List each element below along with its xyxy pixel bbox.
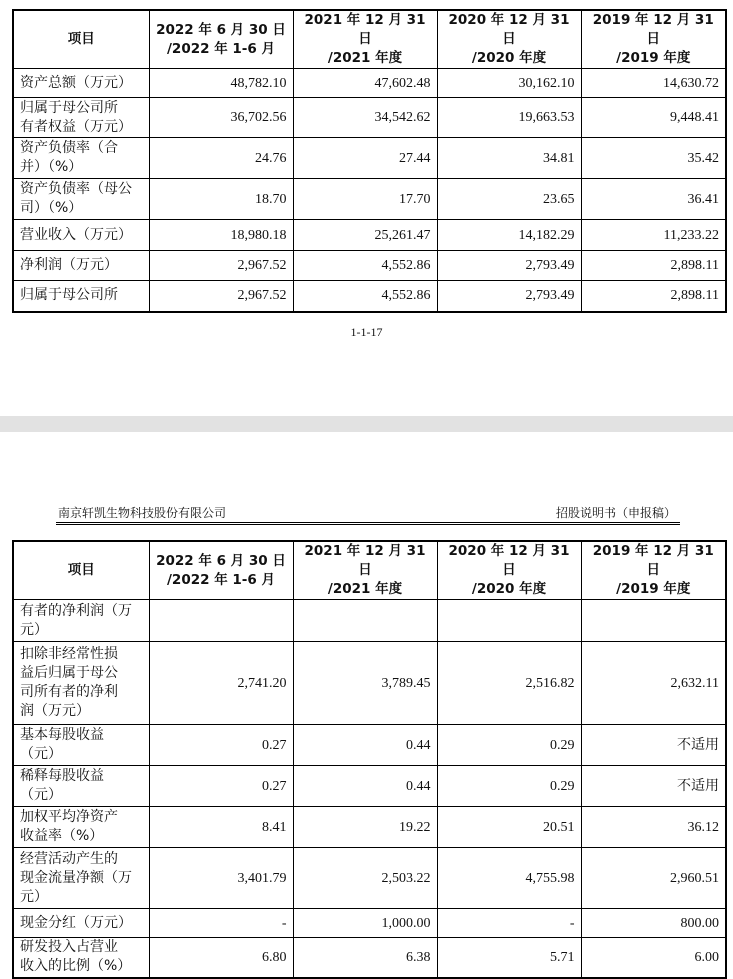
- value-cell: 2,967.52: [149, 251, 293, 281]
- table-row: [13, 848, 726, 909]
- row-label: 归属于母公司所: [13, 281, 149, 312]
- row-label: 扣除非经常性损 益后归属于母公 司所有者的净利 润（万元）: [13, 642, 149, 725]
- table-row: [13, 909, 726, 938]
- value-cell: 36.12: [581, 807, 726, 848]
- row-label: 经营活动产生的 现金流量净额（万 元）: [13, 848, 149, 909]
- value-cell: 48,782.10: [149, 69, 293, 98]
- value-cell: 18.70: [149, 179, 293, 220]
- table-row: [13, 251, 726, 281]
- table-row: [13, 642, 726, 725]
- value-cell: 4,552.86: [293, 251, 437, 281]
- header-item: 项目: [13, 541, 149, 600]
- value-cell: 2,516.82: [437, 642, 581, 725]
- row-label: 营业收入（万元）: [13, 220, 149, 251]
- header-2022h1: 2022 年 6 月 30 日 /2022 年 1-6 月: [149, 541, 293, 600]
- value-cell: [437, 600, 581, 642]
- value-cell: 9,448.41: [581, 98, 726, 138]
- value-cell: 不适用: [581, 725, 726, 766]
- value-cell: 不适用: [581, 766, 726, 807]
- value-cell: 2,503.22: [293, 848, 437, 909]
- table-row: [13, 69, 726, 98]
- running-header: [56, 504, 680, 523]
- header-2019: 2019 年 12 月 31 日 /2019 年度: [581, 10, 726, 69]
- value-cell: 14,182.29: [437, 220, 581, 251]
- row-label: 基本每股收益 （元）: [13, 725, 149, 766]
- value-cell: 6.80: [149, 938, 293, 978]
- value-cell: 0.29: [437, 725, 581, 766]
- value-cell: 25,261.47: [293, 220, 437, 251]
- row-label: 资产总额（万元）: [13, 69, 149, 98]
- value-cell: 34.81: [437, 138, 581, 179]
- value-cell: 0.44: [293, 725, 437, 766]
- table-row: [13, 807, 726, 848]
- value-cell: 2,898.11: [581, 281, 726, 312]
- value-cell: 4,755.98: [437, 848, 581, 909]
- row-label: 现金分红（万元）: [13, 909, 149, 938]
- value-cell: 3,401.79: [149, 848, 293, 909]
- table-header-row: [13, 10, 726, 69]
- document-page-2: [0, 432, 733, 975]
- value-cell: 6.00: [581, 938, 726, 978]
- header-2022h1: 2022 年 6 月 30 日 /2022 年 1-6 月: [149, 10, 293, 69]
- value-cell: 19.22: [293, 807, 437, 848]
- row-label: 稀释每股收益 （元）: [13, 766, 149, 807]
- value-cell: 17.70: [293, 179, 437, 220]
- value-cell: 6.38: [293, 938, 437, 978]
- row-label: 研发投入占营业 收入的比例（%）: [13, 938, 149, 978]
- table-row: [13, 281, 726, 312]
- value-cell: 20.51: [437, 807, 581, 848]
- value-cell: 36,702.56: [149, 98, 293, 138]
- value-cell: 0.27: [149, 766, 293, 807]
- value-cell: 35.42: [581, 138, 726, 179]
- value-cell: 2,793.49: [437, 251, 581, 281]
- value-cell: 47,602.48: [293, 69, 437, 98]
- value-cell: 1,000.00: [293, 909, 437, 938]
- document-page-1: [0, 0, 733, 416]
- value-cell: 2,898.11: [581, 251, 726, 281]
- value-cell: [581, 600, 726, 642]
- value-cell: 2,632.11: [581, 642, 726, 725]
- value-cell: 34,542.62: [293, 98, 437, 138]
- row-label: 归属于母公司所 有者权益（万元）: [13, 98, 149, 138]
- value-cell: 11,233.22: [581, 220, 726, 251]
- value-cell: 0.29: [437, 766, 581, 807]
- header-item: 项目: [13, 10, 149, 69]
- value-cell: 4,552.86: [293, 281, 437, 312]
- table-row: [13, 938, 726, 978]
- value-cell: 3,789.45: [293, 642, 437, 725]
- row-label: 资产负债率（母公 司）（%）: [13, 179, 149, 220]
- value-cell: 2,793.49: [437, 281, 581, 312]
- value-cell: 2,741.20: [149, 642, 293, 725]
- value-cell: 18,980.18: [149, 220, 293, 251]
- table-row: [13, 600, 726, 642]
- value-cell: 8.41: [149, 807, 293, 848]
- value-cell: 5.71: [437, 938, 581, 978]
- table-row: [13, 220, 726, 251]
- header-2020: 2020 年 12 月 31 日 /2020 年度: [437, 541, 581, 600]
- header-doc-title: 招股说明书（申报稿）: [555, 506, 676, 520]
- value-cell: 0.44: [293, 766, 437, 807]
- row-label: 有者的净利润（万 元）: [13, 600, 149, 642]
- header-2021: 2021 年 12 月 31 日 /2021 年度: [293, 541, 437, 600]
- value-cell: 36.41: [581, 179, 726, 220]
- value-cell: 19,663.53: [437, 98, 581, 138]
- header-2020: 2020 年 12 月 31 日 /2020 年度: [437, 10, 581, 69]
- header-2019: 2019 年 12 月 31 日 /2019 年度: [581, 541, 726, 600]
- page-separator: [0, 416, 733, 432]
- value-cell: 27.44: [293, 138, 437, 179]
- header-company: 南京轩凯生物科技股份有限公司: [58, 506, 227, 520]
- value-cell: [149, 600, 293, 642]
- row-label: 资产负债率（合 并）（%）: [13, 138, 149, 179]
- table-row: [13, 766, 726, 807]
- value-cell: 2,960.51: [581, 848, 726, 909]
- value-cell: 0.27: [149, 725, 293, 766]
- value-cell: 800.00: [581, 909, 726, 938]
- value-cell: -: [437, 909, 581, 938]
- table-row: [13, 179, 726, 220]
- value-cell: 2,967.52: [149, 281, 293, 312]
- value-cell: [293, 600, 437, 642]
- table-header-row: [13, 541, 726, 600]
- header-2021: 2021 年 12 月 31 日 /2021 年度: [293, 10, 437, 69]
- value-cell: 23.65: [437, 179, 581, 220]
- table-row: [13, 725, 726, 766]
- table-row: [13, 138, 726, 179]
- row-label: 加权平均净资产 收益率（%）: [13, 807, 149, 848]
- value-cell: -: [149, 909, 293, 938]
- financial-summary-table-part1: [12, 9, 727, 313]
- header-rule: [56, 524, 680, 525]
- table-row: [13, 98, 726, 138]
- value-cell: 30,162.10: [437, 69, 581, 98]
- row-label: 净利润（万元）: [13, 251, 149, 281]
- financial-summary-table-part2: [12, 540, 727, 979]
- value-cell: 14,630.72: [581, 69, 726, 98]
- value-cell: 24.76: [149, 138, 293, 179]
- page-number: 1-1-17: [350, 325, 383, 339]
